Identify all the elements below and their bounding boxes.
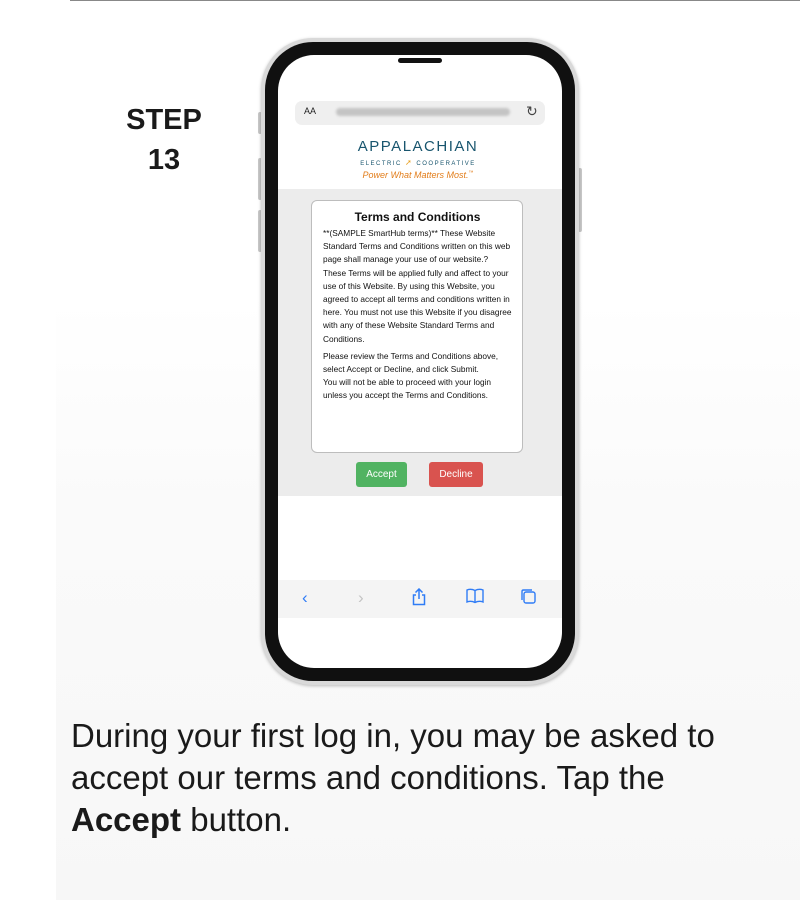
tabs-icon[interactable]	[520, 588, 537, 610]
reload-icon[interactable]: ↻	[526, 103, 538, 119]
decline-button[interactable]: Decline	[429, 462, 483, 487]
terms-paragraph-1: **(SAMPLE SmartHub terms)** These Website Standard Terms and Conditions written on this web page shall manage your use of our website.? These Terms will be applied fully and affect to your use of this Website. By using this Website, you agreed to accept all terms and conditions written in here. You must not use this Website if you disagree with any of these Website Standard Terms and Conditions.	[323, 228, 512, 344]
terms-text	[323, 227, 512, 403]
share-icon[interactable]	[411, 588, 427, 611]
brand-name: APPALACHIAN	[357, 138, 479, 155]
lightning-bolt-icon: ➚	[405, 158, 414, 167]
caption-text-before: During your first log in, you may be asked to accept our terms and conditions. Tap the	[71, 717, 715, 796]
step-word: STEP	[126, 104, 202, 136]
brand-logo	[318, 138, 518, 180]
brand-sub-left: ELECTRIC	[360, 161, 402, 167]
back-icon[interactable]: ‹	[302, 588, 308, 607]
instruction-caption	[71, 715, 771, 841]
brand-subtitle	[318, 158, 518, 167]
terms-paragraph-2: Please review the Terms and Conditions above, select Accept or Decline, and click Submit.	[323, 350, 499, 375]
bookmarks-icon[interactable]	[466, 588, 484, 609]
caption-text-after: button.	[181, 801, 292, 838]
forward-icon[interactable]: ›	[358, 588, 364, 607]
brand-tagline	[318, 170, 518, 180]
terms-paragraph-3: You will not be able to proceed with your login unless you accept the Terms and Conditions.	[323, 377, 492, 401]
terms-dialog	[311, 200, 523, 453]
trademark-mark: ™	[468, 170, 474, 176]
terms-title: Terms and Conditions	[354, 210, 481, 224]
brand-tagline-text: Power What Matters Most.	[362, 170, 469, 180]
top-divider	[70, 0, 800, 1]
caption-bold: Accept	[71, 801, 182, 838]
text-size-button[interactable]: AA	[304, 106, 317, 116]
phone-speaker	[398, 58, 442, 63]
brand-sub-right: COOPERATIVE	[416, 161, 476, 167]
step-number: 13	[147, 144, 181, 176]
step-label	[112, 100, 216, 180]
accept-button[interactable]: Accept	[356, 462, 407, 487]
url-text[interactable]	[336, 108, 510, 116]
